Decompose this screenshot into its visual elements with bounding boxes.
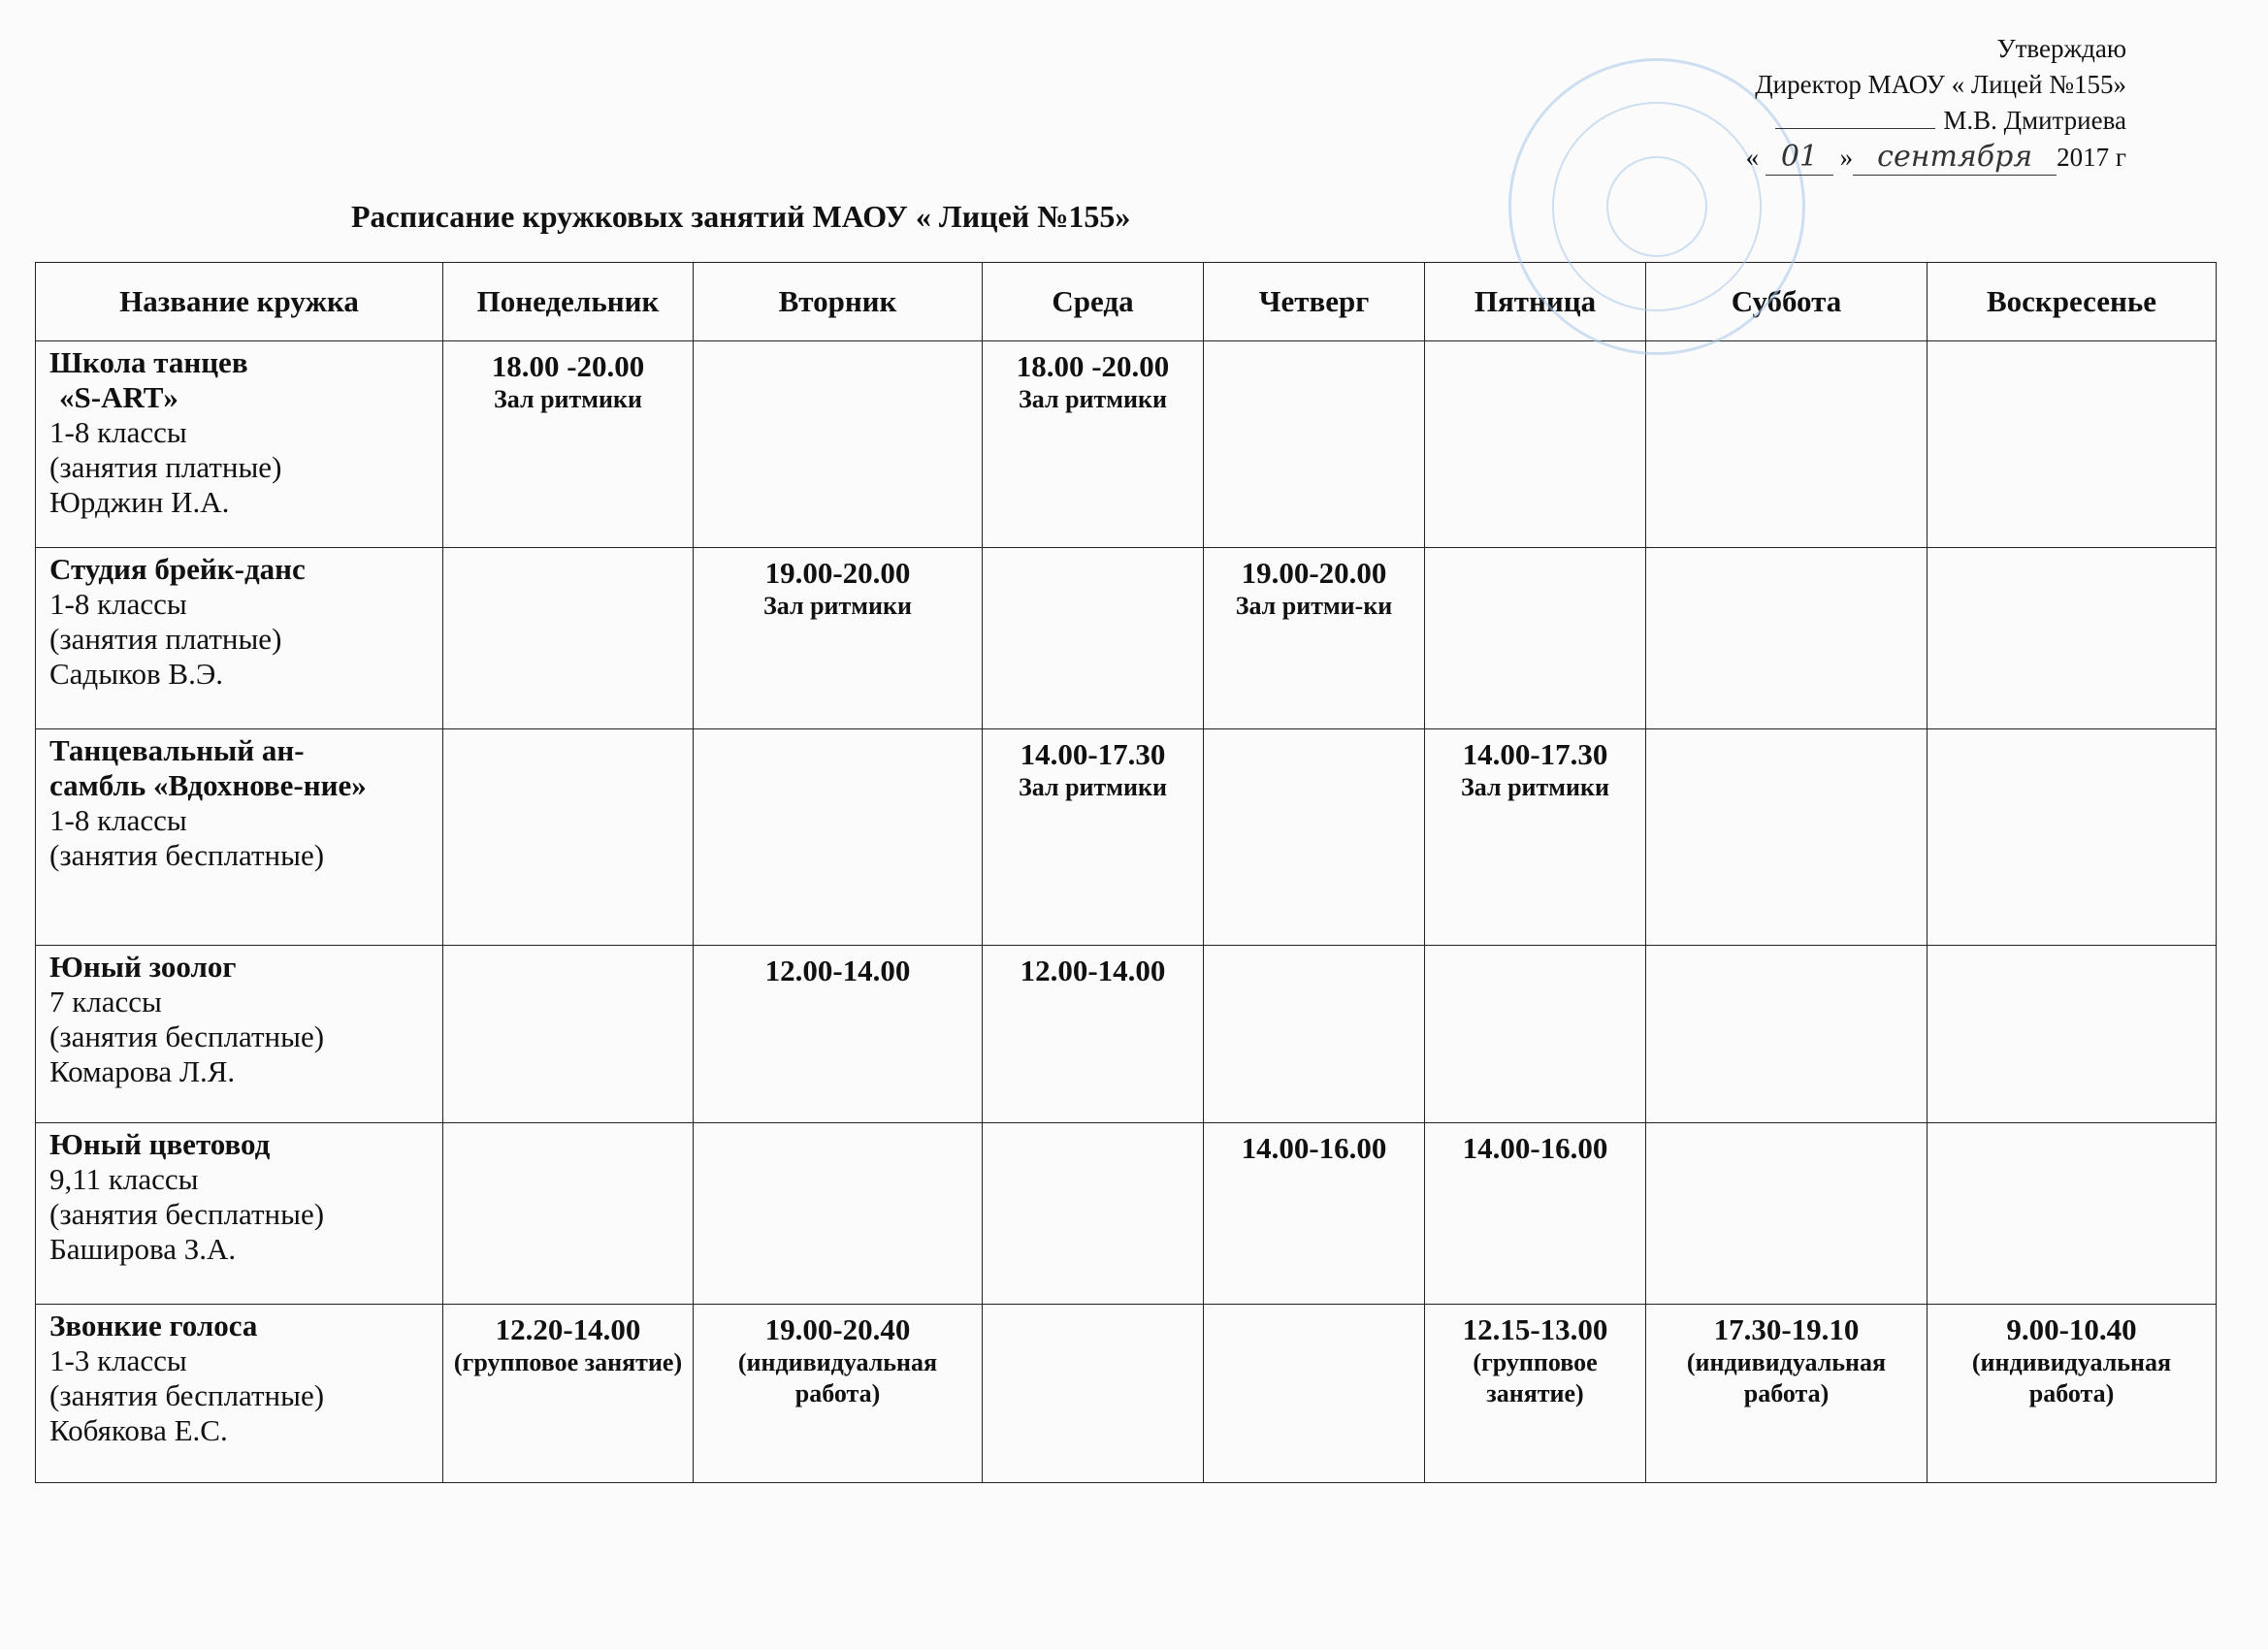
club-teacher: Комарова Л.Я.: [49, 1054, 236, 1088]
slot-sunday: [1928, 341, 2217, 548]
slot-wednesday: [983, 341, 1204, 548]
slot-friday: [1425, 341, 1646, 548]
slot-time: 14.00-17.30: [1020, 737, 1166, 771]
slot-wednesday: [983, 729, 1204, 946]
club-payment: (занятия бесплатные): [49, 1197, 325, 1231]
club-name: Школа танцев: [49, 345, 248, 379]
club-payment: (занятия платные): [49, 622, 282, 656]
slot-note: Зал ритмики: [1461, 773, 1609, 801]
club-name: Студия брейк-данс: [49, 552, 306, 586]
slot-sunday: [1928, 548, 2217, 729]
club-teacher: Баширова З.А.: [49, 1232, 237, 1266]
slot-thursday: [1204, 1305, 1425, 1483]
slot-monday: [443, 1123, 694, 1305]
club-name: Юный цветовод: [49, 1127, 271, 1161]
slot-time: 19.00-20.00: [1241, 556, 1387, 590]
slot-sunday: [1928, 729, 2217, 946]
slot-note: (групповое занятие): [453, 1348, 683, 1376]
slot-note: (индивидуальная работа): [1686, 1348, 1887, 1407]
slot-tuesday: [694, 548, 983, 729]
header-wednesday: Среда: [983, 263, 1204, 341]
approval-heading: Утверждаю: [1996, 34, 2126, 63]
header-sunday: Воскресенье: [1928, 263, 2217, 341]
club-payment: (занятия бесплатные): [49, 838, 325, 872]
slot-time: 12.00-14.00: [1020, 954, 1166, 987]
approval-signature-line: [1746, 103, 2126, 139]
table-row: [36, 729, 2217, 946]
slot-time: 14.00-17.30: [1462, 737, 1608, 771]
slot-tuesday: [694, 1123, 983, 1305]
slot-time: 14.00-16.00: [1462, 1131, 1608, 1165]
slot-wednesday: [983, 1305, 1204, 1483]
slot-note: (индивидуальная работа): [737, 1348, 938, 1407]
header-saturday: Суббота: [1646, 263, 1928, 341]
slot-monday: [443, 341, 694, 548]
slot-friday: [1425, 1123, 1646, 1305]
slot-sunday: [1928, 946, 2217, 1123]
slot-time: 17.30-19.10: [1713, 1312, 1860, 1346]
slot-friday: [1425, 1305, 1646, 1483]
approval-director-name: М.В. Дмитриева: [1943, 106, 2126, 135]
date-day: 01: [1766, 139, 1833, 176]
club-cell: [36, 946, 443, 1123]
table-row: [36, 1305, 2217, 1483]
slot-monday: [443, 946, 694, 1123]
slot-time: 12.00-14.00: [764, 954, 911, 987]
table-header-row: [36, 263, 2217, 341]
slot-monday: [443, 729, 694, 946]
table-row: [36, 946, 2217, 1123]
slot-tuesday: [694, 729, 983, 946]
slot-saturday: [1646, 341, 1928, 548]
header-tuesday: Вторник: [694, 263, 983, 341]
club-grades: 1-3 классы: [49, 1343, 187, 1377]
approval-position: Директор МАОУ « Лицей №155»: [1755, 70, 2126, 99]
slot-time: 12.15-13.00: [1462, 1312, 1608, 1346]
club-grades: 7 классы: [49, 985, 162, 1018]
header-friday: Пятница: [1425, 263, 1646, 341]
club-grades: 1-8 классы: [49, 803, 187, 837]
date-close-quote: »: [1839, 143, 1854, 172]
club-cell: [36, 1305, 443, 1483]
signature-blank: [1775, 107, 1935, 129]
slot-wednesday: [983, 1123, 1204, 1305]
slot-wednesday: [983, 548, 1204, 729]
club-name: Звонкие голоса: [49, 1309, 258, 1342]
date-year: 2017 г: [2057, 143, 2126, 172]
club-subtitle: «S-ART»: [59, 380, 178, 414]
slot-sunday: [1928, 1305, 2217, 1483]
slot-note: (групповое занятие): [1473, 1348, 1598, 1407]
slot-time: 14.00-16.00: [1241, 1131, 1387, 1165]
slot-friday: [1425, 946, 1646, 1123]
slot-note: (индивидуальная работа): [1971, 1348, 2172, 1407]
slot-saturday: [1646, 729, 1928, 946]
slot-time: 19.00-20.40: [764, 1312, 911, 1346]
slot-note: Зал ритми-ки: [1235, 592, 1393, 620]
slot-friday: [1425, 729, 1646, 946]
approval-date: [1746, 139, 2126, 176]
slot-thursday: [1204, 341, 1425, 548]
slot-note: Зал ритмики: [763, 592, 912, 620]
date-month: сентября: [1853, 139, 2057, 176]
slot-thursday: [1204, 729, 1425, 946]
slot-saturday: [1646, 548, 1928, 729]
slot-monday: [443, 548, 694, 729]
club-cell: [36, 1123, 443, 1305]
club-payment: (занятия платные): [49, 450, 282, 484]
header-monday: Понедельник: [443, 263, 694, 341]
club-cell: [36, 729, 443, 946]
header-thursday: Четверг: [1204, 263, 1425, 341]
slot-note: Зал ритмики: [1019, 385, 1167, 413]
document-title: Расписание кружковых занятий МАОУ « Лицей №155»: [351, 199, 1131, 234]
slot-wednesday: [983, 946, 1204, 1123]
stamp-core: [1606, 156, 1707, 257]
club-cell: [36, 341, 443, 548]
table-row: [36, 341, 2217, 548]
slot-friday: [1425, 548, 1646, 729]
slot-time: 18.00 -20.00: [1016, 349, 1170, 383]
club-grades: 9,11 классы: [49, 1162, 199, 1196]
slot-saturday: [1646, 1305, 1928, 1483]
header-club-name: Название кружка: [36, 263, 443, 341]
slot-note: Зал ритмики: [494, 385, 642, 413]
club-name: Танцевальный ан-самбль «Вдохнове-ние»: [49, 733, 367, 802]
club-teacher: Юрджин И.А.: [49, 485, 230, 519]
slot-monday: [443, 1305, 694, 1483]
approval-block: [1746, 31, 2126, 176]
table-row: [36, 548, 2217, 729]
slot-sunday: [1928, 1123, 2217, 1305]
slot-saturday: [1646, 946, 1928, 1123]
date-open-quote: «: [1745, 143, 1760, 172]
slot-thursday: [1204, 946, 1425, 1123]
club-cell: [36, 548, 443, 729]
slot-time: 18.00 -20.00: [491, 349, 645, 383]
slot-time: 19.00-20.00: [764, 556, 911, 590]
slot-thursday: [1204, 548, 1425, 729]
slot-tuesday: [694, 1305, 983, 1483]
club-name: Юный зоолог: [49, 950, 237, 984]
slot-note: Зал ритмики: [1019, 773, 1167, 801]
slot-time: 12.20-14.00: [495, 1312, 641, 1346]
schedule-table: [35, 262, 2217, 1483]
table-row: [36, 1123, 2217, 1305]
slot-tuesday: [694, 341, 983, 548]
slot-thursday: [1204, 1123, 1425, 1305]
slot-time: 9.00-10.40: [2006, 1312, 2137, 1346]
slot-saturday: [1646, 1123, 1928, 1305]
club-grades: 1-8 классы: [49, 415, 187, 449]
club-payment: (занятия бесплатные): [49, 1378, 325, 1412]
club-payment: (занятия бесплатные): [49, 1019, 325, 1053]
slot-tuesday: [694, 946, 983, 1123]
club-teacher: Кобякова Е.С.: [49, 1413, 228, 1447]
club-grades: 1-8 классы: [49, 587, 187, 621]
club-teacher: Садыков В.Э.: [49, 657, 224, 691]
